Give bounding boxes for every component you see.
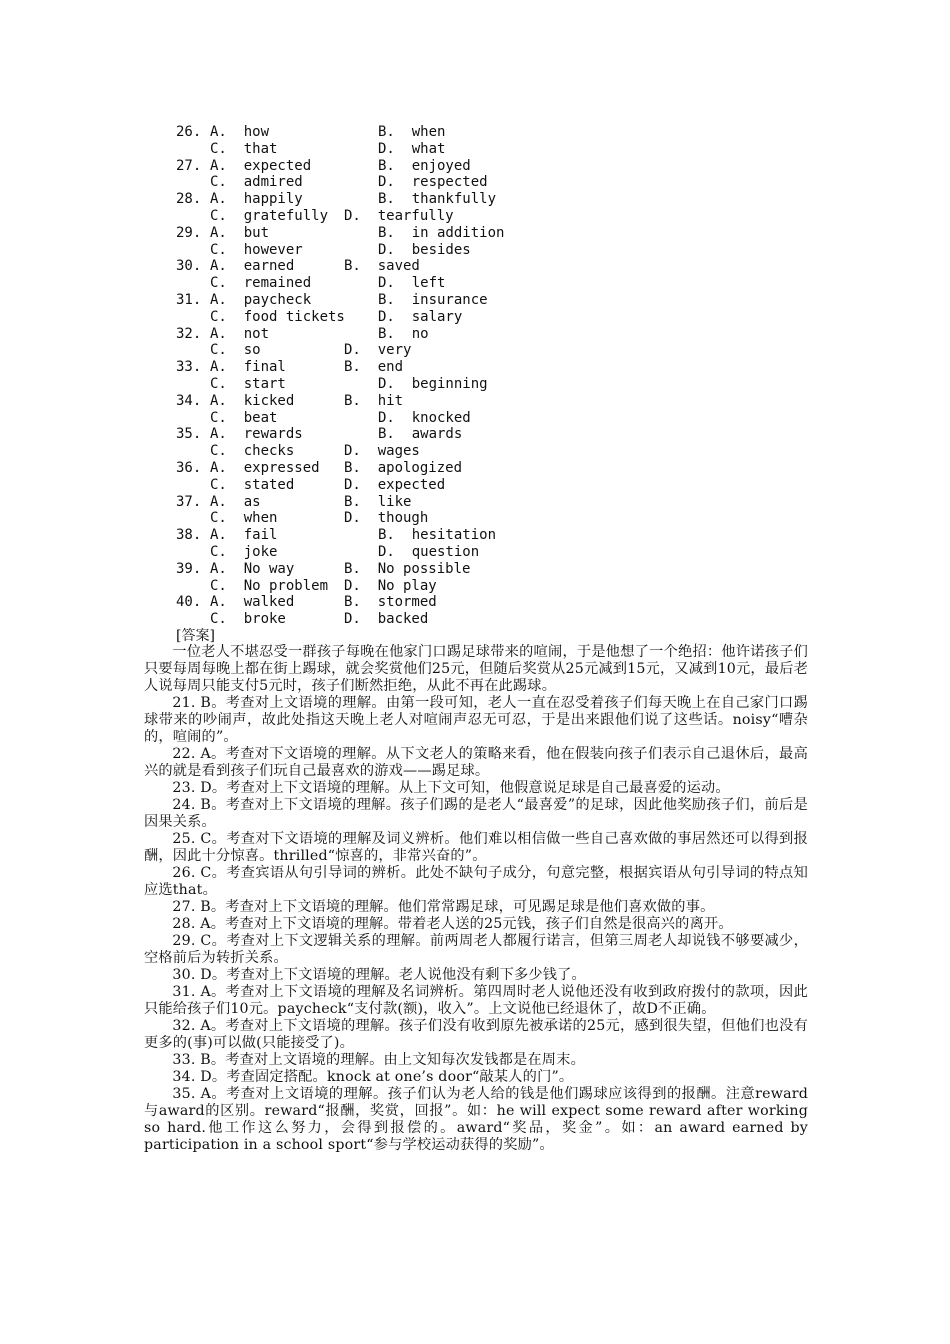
option-choice: B. apologized	[344, 459, 463, 476]
explanation-paragraph: 31. A。考查对上下文语境的理解及名词辨析。第四周时老人说他还没有收到政府拨付的款项，因此只能给孩子们10元。paycheck“支付款(额)，收入”。上文说他已经退休了，故D不正确。	[144, 984, 808, 1017]
option-choice: C. broke	[210, 611, 286, 628]
question-number: 31.	[176, 291, 202, 308]
option-row	[176, 611, 776, 628]
option-choice: B. insurance	[378, 291, 488, 308]
option-choice: B. No possible	[344, 560, 471, 577]
option-choice: D. knocked	[378, 409, 471, 426]
option-choice: D. No play	[344, 577, 437, 594]
option-row	[176, 561, 776, 578]
option-row	[176, 460, 776, 477]
option-row	[176, 393, 776, 410]
option-choice: C. however	[210, 241, 303, 258]
option-row	[176, 258, 776, 275]
explanation-paragraph: 32. A。考查对上下文语境的理解。孩子们没有收到原先被承诺的25元，感到很失望，但他们也没有更多的(事)可以做(只能接受了)。	[144, 1018, 808, 1051]
question-number: 27.	[176, 157, 202, 174]
option-choice: B. end	[344, 359, 404, 376]
question-number: 32.	[176, 325, 202, 342]
option-choice: C. food tickets	[210, 308, 345, 325]
option-choice: A. as	[210, 493, 261, 510]
option-choice: C. beat	[210, 409, 278, 426]
option-choice: A. No way	[210, 560, 295, 577]
answer-explanations	[144, 644, 808, 1154]
option-row	[176, 510, 776, 527]
option-choice: D. very	[344, 342, 412, 359]
question-number: 26.	[176, 124, 202, 140]
option-row	[176, 410, 776, 427]
option-choice: A. paycheck	[210, 291, 312, 308]
option-choice: C. admired	[210, 174, 303, 191]
option-choice: D. wages	[344, 443, 420, 460]
option-choice: D. expected	[344, 476, 446, 493]
option-choice: D. tearfully	[344, 207, 454, 224]
option-row	[176, 578, 776, 595]
option-choice: A. happily	[210, 191, 303, 208]
option-row	[176, 326, 776, 343]
question-number: 39.	[176, 560, 202, 577]
option-choice: C. No problem	[210, 577, 329, 594]
question-number: 30.	[176, 258, 202, 275]
explanation-paragraph: 28. A。考查对上下文语境的理解。带着老人送的25元钱，孩子们自然是很高兴的离开。	[172, 916, 733, 932]
option-row	[176, 124, 776, 141]
option-choice: D. besides	[378, 241, 471, 258]
option-choice: A. how	[210, 124, 270, 140]
option-row	[176, 477, 776, 494]
option-choice: B. when	[378, 124, 446, 140]
option-row	[176, 275, 776, 292]
explanation-paragraph: 25. C。考查对下文语境的理解及词义辨析。他们难以相信做一些自己喜欢做的事居然还可以得到报酬，因此十分惊喜。thrilled“惊喜的，非常兴奋的”。	[144, 831, 808, 864]
option-choice: B. saved	[344, 258, 420, 275]
option-choice: B. hesitation	[378, 527, 497, 544]
question-number: 37.	[176, 493, 202, 510]
option-choice: A. fail	[210, 527, 278, 544]
explanation-paragraph: 26. C。考查宾语从句引导词的辨析。此处不缺句子成分，句意完整，根据宾语从句引导词的特点知应选that。	[144, 865, 808, 898]
question-number: 36.	[176, 459, 202, 476]
option-row	[176, 544, 776, 561]
question-number: 40.	[176, 594, 202, 611]
option-row	[176, 158, 776, 175]
option-choice: D. salary	[378, 308, 463, 325]
option-choice: C. remained	[210, 275, 312, 292]
question-number: 28.	[176, 191, 202, 208]
option-choice: A. rewards	[210, 426, 303, 443]
option-choice: B. like	[344, 493, 412, 510]
option-row	[176, 292, 776, 309]
options-list	[176, 124, 776, 628]
option-choice: A. final	[210, 359, 286, 376]
option-row	[176, 376, 776, 393]
option-choice: C. so	[210, 342, 261, 359]
option-choice: B. in addition	[378, 224, 505, 241]
option-choice: D. beginning	[378, 375, 488, 392]
option-choice: A. but	[210, 224, 270, 241]
option-row	[176, 174, 776, 191]
option-choice: B. thankfully	[378, 191, 497, 208]
option-row	[176, 191, 776, 208]
summary-paragraph: 一位老人不堪忍受一群孩子每晚在他家门口踢足球带来的喧闹，于是他想了一个绝招：他许诺孩子们只要每周每晚上都在街上踢球，就会奖赏他们25元，但随后奖赏从25元减到15元，又减到10元，最后老人说每周只能支付5元时，孩子们断然拒绝，从此不再在此踢球。	[144, 644, 808, 694]
option-choice: B. no	[378, 325, 429, 342]
question-number: 33.	[176, 359, 202, 376]
explanation-paragraph: 35. A。考查对上文语境的理解。孩子们认为老人给的钱是他们踢球应该得到的报酬。注意reward与award的区别。reward“报酬，奖赏，回报”。如：he will expect some reward after working so hard.他工作这么努力，会得到报偿的。award“奖品，奖金”。如：an award earned by participation in a school sport“参与学校运动获得的奖励”。	[144, 1086, 808, 1153]
option-choice: A. kicked	[210, 392, 295, 409]
option-choice: C. joke	[210, 543, 278, 560]
option-choice: D. question	[378, 543, 480, 560]
explanation-paragraph: 30. D。考查对上下文语境的理解。老人说他没有剩下多少钱了。	[172, 967, 586, 983]
option-row	[176, 527, 776, 544]
explanation-paragraph: 34. D。考查固定搭配。knock at one’s door“敲某人的门”。	[172, 1069, 574, 1085]
option-row	[176, 342, 776, 359]
explanation-paragraph: 24. B。考查对上下文语境的理解。孩子们踢的是老人“最喜爱”的足球，因此他奖励孩子们，前后是因果关系。	[144, 797, 808, 830]
explanation-paragraph: 33. B。考查对上文语境的理解。由上文知每次发钱都是在周末。	[172, 1052, 585, 1068]
question-number: 29.	[176, 224, 202, 241]
option-choice: C. that	[210, 140, 278, 157]
question-number: 38.	[176, 527, 202, 544]
option-choice: A. walked	[210, 594, 295, 611]
question-number: 34.	[176, 392, 202, 409]
option-choice: D. backed	[344, 611, 429, 628]
option-row	[176, 594, 776, 611]
explanation-paragraph: 29. C。考查对上下文逻辑关系的理解。前两周老人都履行诺言，但第三周老人却说钱不够要减少，空格前后为转折关系。	[144, 933, 808, 966]
option-row	[176, 443, 776, 460]
explanation-paragraph: 22. A。考查对下文语境的理解。从下文老人的策略来看，他在假装向孩子们表示自己退休后，最高兴的就是看到孩子们玩自己最喜欢的游戏——踢足球。	[144, 746, 808, 779]
option-row	[176, 426, 776, 443]
explanation-paragraph: 27. B。考查对上下文语境的理解。他们常常踢足球，可见踢足球是他们喜欢做的事。	[172, 899, 715, 915]
option-choice: D. what	[378, 140, 446, 157]
option-row	[176, 208, 776, 225]
option-choice: D. respected	[378, 174, 488, 191]
option-choice: B. awards	[378, 426, 463, 443]
option-choice: D. left	[378, 275, 446, 292]
option-row	[176, 309, 776, 326]
option-choice: B. hit	[344, 392, 404, 409]
option-choice: C. when	[210, 510, 278, 527]
option-choice: A. not	[210, 325, 270, 342]
option-choice: A. earned	[210, 258, 295, 275]
explanation-paragraph: 21. B。考查对上文语境的理解。由第一段可知，老人一直在忍受着孩子们每天晚上在自己家门口踢球带来的吵闹声，故此处指这天晚上老人对喧闹声忍无可忍，于是出来跟他们说了这些话。noisy“嘈杂的，喧闹的”。	[144, 695, 808, 745]
explanation-paragraph: 23. D。考查对上下文语境的理解。从上下文可知，他假意说足球是自己最喜爱的运动。	[172, 780, 730, 796]
option-row	[176, 494, 776, 511]
answer-heading: [答案]	[176, 628, 215, 644]
option-row	[176, 225, 776, 242]
question-number: 35.	[176, 426, 202, 443]
option-choice: D. though	[344, 510, 429, 527]
option-row	[176, 242, 776, 259]
option-choice: C. stated	[210, 476, 295, 493]
option-choice: A. expressed	[210, 459, 320, 476]
option-choice: C. start	[210, 375, 286, 392]
option-choice: C. gratefully	[210, 207, 329, 224]
option-choice: B. enjoyed	[378, 157, 471, 174]
option-row	[176, 359, 776, 376]
option-choice: A. expected	[210, 157, 312, 174]
option-choice: C. checks	[210, 443, 295, 460]
option-row	[176, 141, 776, 158]
option-choice: B. stormed	[344, 594, 437, 611]
